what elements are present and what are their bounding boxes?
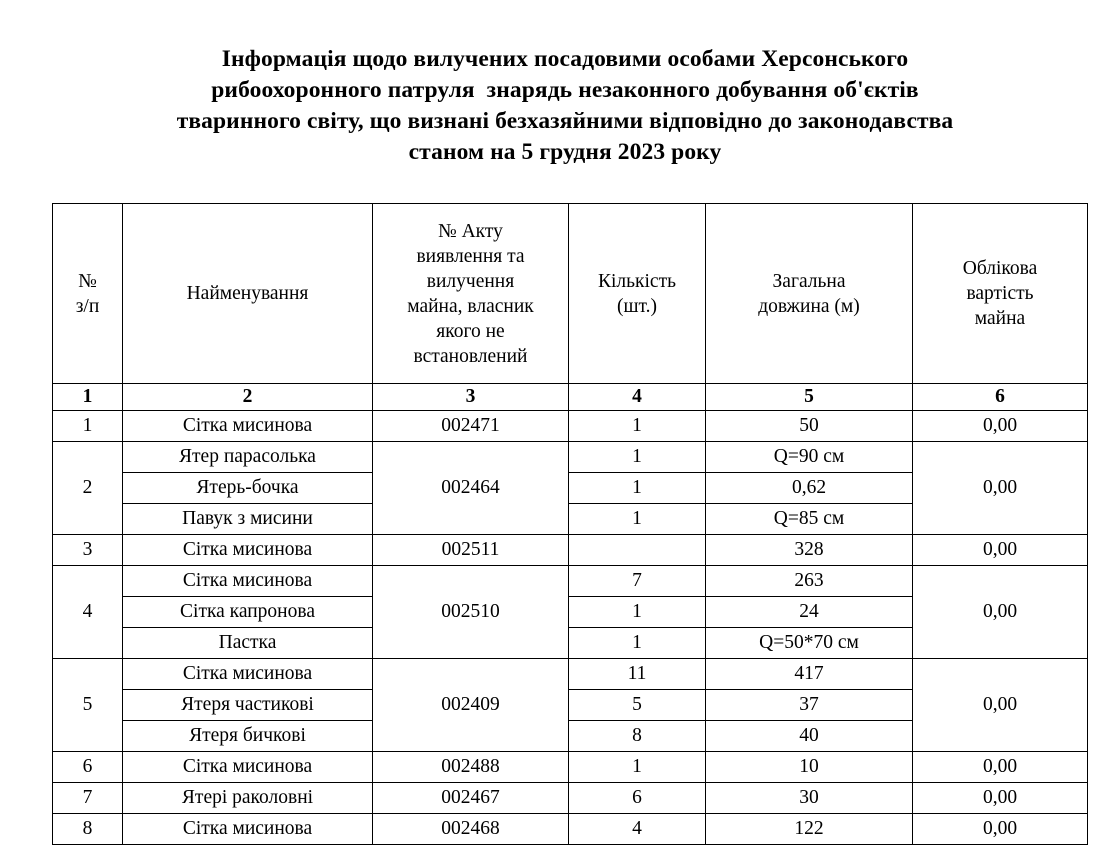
header-row [53,204,1088,384]
seized-gear-table-wrapper [52,203,1087,845]
cell-quantity: 1 [569,442,706,473]
cell-accounting-value: 0,00 [913,752,1088,783]
title-line-4: станом на 5 грудня 2023 року [408,139,722,165]
cell-item-name: Сітка мисинова [123,566,373,597]
row-number: 6 [53,752,123,783]
cell-quantity: 4 [569,814,706,845]
header-line: вилучення [426,270,515,292]
cell-quantity: 8 [569,721,706,752]
header-line: якого не [436,320,505,342]
header-cell-quantity [569,204,706,384]
cell-quantity: 6 [569,783,706,814]
cell-item-name: Сітка мисинова [123,535,373,566]
table-body [53,411,1088,845]
cell-quantity: 7 [569,566,706,597]
column-number: 2 [123,384,373,411]
cell-quantity: 5 [569,690,706,721]
cell-act-number: 002510 [373,566,569,659]
seized-gear-table [52,203,1088,845]
cell-total-length: 30 [706,783,913,814]
header-cell-value [913,204,1088,384]
title-line-2: рибоохоронного патруля знарядь незаконного добування об'єктів [211,77,919,103]
cell-total-length: Q=85 см [706,504,913,535]
row-number: 7 [53,783,123,814]
cell-item-name: Ятеря бичкові [123,721,373,752]
cell-act-number: 002511 [373,535,569,566]
cell-quantity: 1 [569,597,706,628]
cell-quantity: 1 [569,752,706,783]
cell-total-length: 24 [706,597,913,628]
cell-accounting-value: 0,00 [913,814,1088,845]
column-number: 1 [53,384,123,411]
cell-act-number: 002468 [373,814,569,845]
header-line: з/п [75,295,100,317]
cell-accounting-value: 0,00 [913,659,1088,752]
table-row [53,566,1088,597]
header-line: Облікова [962,258,1038,279]
cell-quantity: 11 [569,659,706,690]
header-line: майна, власник [407,295,534,317]
table-head [53,204,1088,411]
table-row [53,783,1088,814]
cell-total-length: Q=50*70 см [706,628,913,659]
cell-quantity: 1 [569,504,706,535]
cell-act-number: 002471 [373,411,569,442]
cell-act-number: 002467 [373,783,569,814]
cell-item-name: Сітка мисинова [123,659,373,690]
cell-item-name: Сітка мисинова [123,411,373,442]
cell-act-number: 002488 [373,752,569,783]
header-line: майна [974,308,1026,329]
cell-total-length: 263 [706,566,913,597]
cell-total-length: 417 [706,659,913,690]
title-line-1: Інформація щодо вилучених посадовими особами Херсонського [221,46,909,72]
cell-item-name: Пастка [123,628,373,659]
row-number: 2 [53,442,123,535]
cell-total-length: 50 [706,411,913,442]
table-row [53,411,1088,442]
title-line-3: тваринного світу, що визнані безхазяйними відповідно до законодавства [176,108,954,134]
row-number: 5 [53,659,123,752]
table-row [53,659,1088,690]
header-line: виявлення та [416,245,525,267]
header-cell-number [53,204,123,384]
table-row [53,535,1088,566]
cell-accounting-value: 0,00 [913,783,1088,814]
column-number: 6 [913,384,1088,411]
cell-quantity: 1 [569,628,706,659]
cell-quantity: 1 [569,473,706,504]
cell-total-length: Q=90 см [706,442,913,473]
header-cell-name [123,204,373,384]
header-line: встановлений [413,345,528,367]
row-number: 8 [53,814,123,845]
column-number-row [53,384,1088,411]
column-number: 3 [373,384,569,411]
cell-accounting-value: 0,00 [913,411,1088,442]
page-title [100,44,1030,168]
cell-act-number: 002464 [373,442,569,535]
cell-item-name: Ятер парасолька [123,442,373,473]
row-number: 4 [53,566,123,659]
cell-item-name: Павук з мисини [123,504,373,535]
cell-item-name: Сітка капронова [123,597,373,628]
cell-accounting-value: 0,00 [913,566,1088,659]
table-row [53,442,1088,473]
cell-total-length: 0,62 [706,473,913,504]
cell-act-number: 002409 [373,659,569,752]
header-line: Загальна [772,270,846,292]
header-line: (шт.) [617,295,657,317]
cell-total-length: 328 [706,535,913,566]
cell-total-length: 10 [706,752,913,783]
header-line: № Акту [438,220,503,242]
cell-total-length: 40 [706,721,913,752]
cell-accounting-value: 0,00 [913,442,1088,535]
header-line: довжина (м) [758,295,860,317]
header-line: вартість [966,283,1034,304]
cell-total-length: 37 [706,690,913,721]
table-row [53,814,1088,845]
row-number: 1 [53,411,123,442]
column-number: 5 [706,384,913,411]
cell-item-name: Сітка мисинова [123,752,373,783]
header-line: Найменування [186,283,309,304]
cell-accounting-value: 0,00 [913,535,1088,566]
cell-item-name: Ятері раколовні [123,783,373,814]
column-number: 4 [569,384,706,411]
cell-item-name: Ятеря частикові [123,690,373,721]
cell-total-length: 122 [706,814,913,845]
header-line: № [78,270,97,292]
header-line: Кількість [597,270,676,292]
cell-item-name: Сітка мисинова [123,814,373,845]
cell-item-name: Ятерь-бочка [123,473,373,504]
cell-quantity [569,535,706,566]
cell-quantity: 1 [569,411,706,442]
header-cell-length [706,204,913,384]
table-row [53,752,1088,783]
header-cell-act [373,204,569,384]
row-number: 3 [53,535,123,566]
